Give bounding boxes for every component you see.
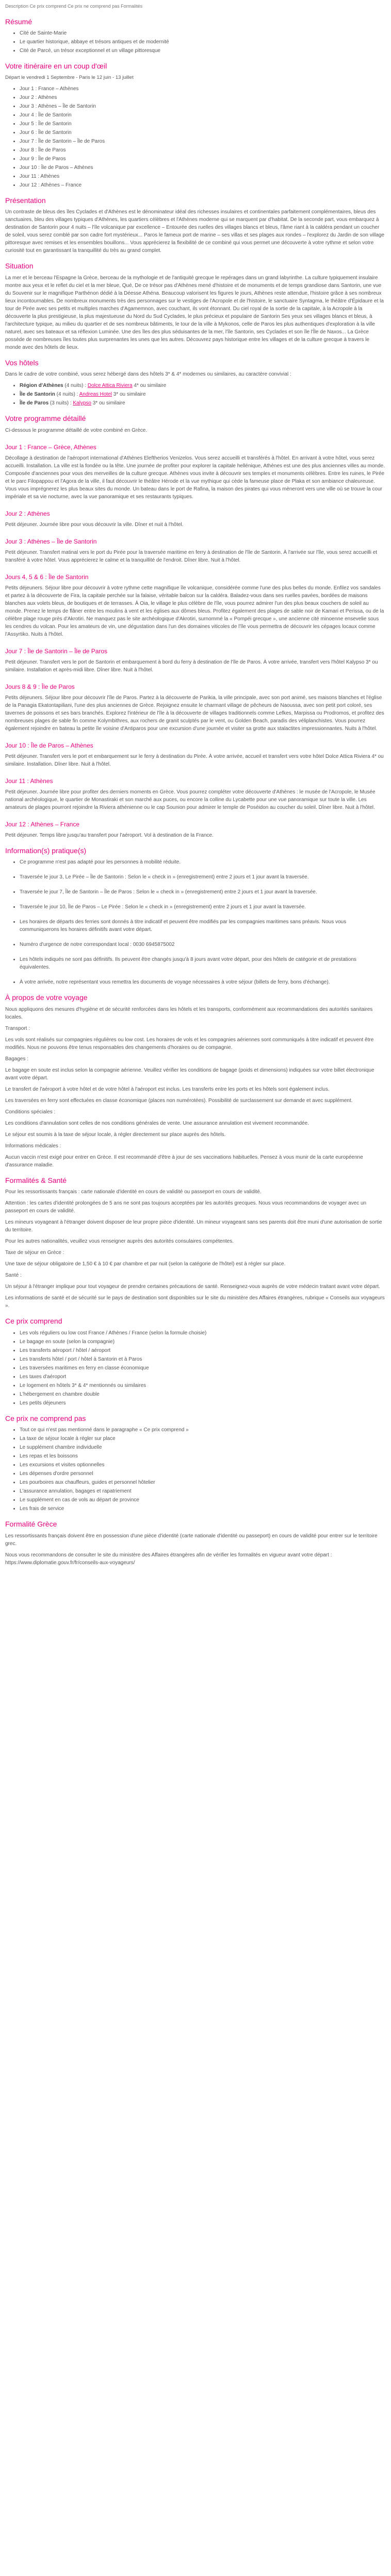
list-item: • À votre arrivée, notre représentant vous remettra les documents de voyage nécessaires à votre séjour (billets de ferry, bons d'échange). — [20, 978, 386, 986]
formalities-paragraph: Attention : les cartes d'identité prolongées de 5 ans ne sont pas toujours acceptées par les autorités grecques. Nous vous recommandons de voyager avec un passeport en cours de validité. — [5, 1200, 367, 1214]
situation-title: Situation — [5, 262, 34, 270]
hotels-title: Vos hôtels — [5, 358, 39, 367]
about-paragraph: Les conditions d'annulation sont celles de nos conditions générales de vente. Une assurance annulation est vivement recommandée. — [5, 1120, 309, 1126]
day-paragraph: Petit déjeuner. Temps libre jusqu'au transfert pour l'aéroport. Vol à destination de la France. — [5, 832, 214, 838]
price-includes-title: Ce prix comprend — [5, 1317, 62, 1326]
day-paragraph: Décollage à destination de l'aéroport international d'Athènes Eleftherios Venizelos. Vous serez accueilli et transférés à l'hôtel. En arrivant à votre hôtel, vous serez accueilli. Installation. La ville est la fondée ou la tête. Une journée de profiter pour explorer la capitale hellénique, Athènes est une des plus anciennes villes au monde. Composée d'anciennes pour vous des merveilles de la culture grecque. Athènes vous invite à découvrir ses temples et monuments célèbres. Entre les ruines, le Pirée et le parc Filopappou et l'Agora de la ville, il faut découvrir le théâtre Hérode et la vue mythique qui cède la fameuse place de Plaka et son ambiance chaleureuse. Vous vous imprégnerez les plus beaux sites du monde. Un bateau dans le port de Rafina, la maison des pirates qui vous mèneront vers une ville où se trouve la cour impériale et sa vie nocturne, avec la vue panoramique et ses restaurants typiques. — [5, 455, 385, 500]
list-item: • Les dépenses d'ordre personnel — [20, 1470, 386, 1478]
hotel-link[interactable]: Dolce Attica Riviera — [87, 383, 133, 389]
list-item: • Le supplément chambre individuelle — [20, 1444, 386, 1451]
day-title: Jour 1 : France – Grèce, Athènes — [5, 443, 96, 451]
presentation-title: Présentation — [5, 196, 46, 205]
hotel-link[interactable]: Kalypso — [73, 400, 91, 406]
hotel-item — [20, 391, 386, 398]
practical-title: Information(s) pratique(s) — [5, 846, 87, 855]
day-paragraph: Petit déjeuner. Transfert vers le port et embarquement sur le ferry à destination du Pirée. À votre arrivée, accueil et transfert vers votre hôtel Dolce Attica Riviera 4* ou similaire. Installation. Dîner libre. Nuit à l'hôtel. — [5, 753, 384, 767]
day-paragraph: Petit déjeuner. Journée libre pour vous découvrir la ville. Dîner et nuit à l'hôtel. — [5, 521, 184, 528]
hotel-place: Île de Santorin — [20, 392, 55, 398]
list-item: • Jour 5 : Île de Santorin — [20, 120, 386, 128]
about-paragraph: Le séjour est soumis à la taxe de séjour locale, à régler directement sur place auprès des hôtels. — [5, 1131, 226, 1138]
day-paragraph: Petit déjeuner. Transfert vers le port de Santorin et embarquement à bord du ferry à destination de l'île de Paros. À votre arrivée, transfert vers l'hôtel Kalypso 3* ou similaire. Installation et après-midi libre. Dîner libre. Nuit à l'hôtel. — [5, 659, 378, 673]
formalities-paragraph: Taxe de séjour en Grèce : — [5, 1250, 64, 1256]
list-item: • Traversée le jour 10, Île de Paros – Le Pirée : Selon le « check in » (enregistrement) entre 2 jours et 1 jour avant la traversée. — [20, 903, 386, 911]
about-paragraph: Les traversées en ferry sont effectuées en classe économique (places non numérotées). Possibilité de surclassement sur demande et avec supplément. — [5, 1097, 353, 1104]
list-item: • Jour 10 : Île de Paros – Athènes — [20, 164, 386, 172]
list-item: • Tout ce qui n'est pas mentionné dans le paragraphe « Ce prix comprend » — [20, 1426, 386, 1434]
list-item: • Le supplément en cas de vols au départ de province — [20, 1496, 386, 1504]
formalities-paragraph: Un séjour à l'étranger implique pour tout voyageur de prendre certaines précautions de santé. Renseignez-vous auprès de votre médecin traitant avant votre départ. — [5, 1284, 380, 1290]
list-item: • Traversée le jour 7, Île de Santorin – Île de Paros : Selon le « check in » (enregistrement) entre 2 jours et 1 jour avant la traversée. — [20, 888, 386, 896]
list-item: • Les frais de service — [20, 1505, 386, 1513]
list-item: • Jour 9 : Île de Paros — [20, 155, 386, 163]
list-item: • Jour 7 : Île de Santorin – Île de Paros — [20, 138, 386, 145]
list-item: • L'assurance annulation, bagages et rapatriement — [20, 1487, 386, 1495]
about-paragraph: Conditions spéciales : — [5, 1109, 56, 1115]
list-item: • Le bagage en soute (selon la compagnie) — [20, 1338, 386, 1346]
about-paragraph: Transport : — [5, 1025, 30, 1031]
list-item: • Ce programme n'est pas adapté pour les personnes à mobilité réduite. — [20, 858, 386, 866]
day-paragraph: Petit déjeuner. Transfert matinal vers le port du Pirée pour la traversée maritime en ferry à destination de l'île de Santorin. À l'arrivée sur l'île, vous serez accueilli et transféré à votre hôtel. Vous apprécierez le calme et la tranquillité de l'endroit. Dîner libre. Nuit à l'hôtel. — [5, 549, 378, 563]
hotel-detail: (4 nuits) : — [55, 392, 79, 398]
itinerary-summary-list — [5, 85, 386, 189]
situation-paragraph: La mer et le berceau l'Espagne la Grèce, berceau de la mythologie et de l'antiquité grecque le repérages dans un grand labyrinthe. La culture typiquement insulaire montre aux yeux et le reflet du ciel et la mer bleue, Qué, De ce trésor pas d'Athènes mené d'histoire et de monuments et de temps grandiose dans Santorin, une vue du Souvenir sur le magnifique Parthénon dédié à la Déesse Athéna. Beaucoup valorisent les figures le jours, Athènes reste attendue, l'histoire grâce à ses nombreux lieux incontournables. De nombreux monuments très des personnages sur le vestiges de l'Acropole et de l'histoire, le sanctuaire Syntagma, le théâtre d'Épidaure et la tour de Pirée avec ses petits et multiples marches d'Agamemnon, avec couchant, ils vont étonnant. Du ciel royal de la sortie de la capitale, à la Acropole à la découverte la plus prestigieuse, la plus majestueuse du Nord du Sud Cyclades, le plus précieux et populaire de Santorin Ses yeux ses villages blancs et bleus, à l'architecture typique, au milieu du quartier et de ses nombreux bâtiments, le tour de la ville à Mykonos, celle de Paros les plus authentiques d'exploration à la ville naturel, avec ses bateaux et sa réflexion Luminée. Une des îles des plus séduisantes de la mer, l'île Santorin, ses Cyclades et son île l'Île de Naxos... La Grèce possède de nombreuses îles toutes plus surprenantes les unes que les autres. Découvrez pays historique entre les villages et de la culture grecque à travers le monde avec des hôtels de lieux. — [5, 275, 384, 350]
price-excludes-list — [5, 1426, 386, 1513]
practical-list — [5, 858, 386, 986]
list-item: • Cité de Parcé, un trésor exceptionnel et un village pittoresque — [20, 47, 386, 55]
day-title: Jour 10 : Île de Paros – Athènes — [5, 741, 93, 749]
price-includes-list — [5, 1329, 386, 1407]
list-item: • L'hébergement en chambre double — [20, 1391, 386, 1398]
day-paragraph: Petits déjeuners. Séjour libre pour découvrir l'île de Paros. Partez à la découverte de Parikia, la ville principale, avec son port animé, ses maisons blanches et l'église de la Panagia Ekatontapiliani, l'une des plus anciennes de Grèce. Rejoignez ensuite le charmant village de pêcheurs de Naoussa, avec son petit port coloré, ses tavernes de poissons et ses bars branchés. Explorez l'intérieur de l'île à la découverte de villages traditionnels comme Lefkes, Marpissa ou Prodromos, et profitez des nombreuses plages de sable fin comme Kolymbithres, aux rochers de granit sculptés par le vent, ou Golden Beach, paradis des véliplanchistes. Vous pourrez également rejoindre en bateau la petite île voisine d'Antiparos pour une excursion d'une journée et visiter sa grotte aux stalactites impressionnantes. Nuits à l'hôtel. — [5, 694, 384, 732]
formalities-paragraph: Les mineurs voyageant à l'étranger doivent disposer de leur propre pièce d'identité. Un mineur voyageant sans ses parents doit être muni d'une autorisation de sortie du territoire. — [5, 1219, 382, 1233]
list-item: • Jour 3 : Athènes – Île de Santorin — [20, 103, 386, 110]
about-paragraph: Aucun vaccin n'est exigé pour entrer en Grèce. Il est recommandé d'être à jour de ses vaccinations habituelles. Pensez à vous munir de la carte européenne d'assurance maladie. — [5, 1154, 363, 1168]
day-title: Jour 3 : Athènes – Île de Santorin — [5, 537, 97, 545]
about-paragraph: Nous appliquons des mesures d'hygiène et de sécurité renforcées dans les hôtels et les transports, conformément aux recommandations des autorités sanitaires locales. — [5, 1006, 373, 1020]
day-paragraph: Petits déjeuners. Séjour libre pour découvrir à votre rythme cette magnifique île volcanique, considérée comme l'une des plus belles du monde. Enfilez vos sandales et partez à la découverte de Fira, la capitale perchée sur la falaise, véritable balcon sur la caldéra. Baladez-vous dans ses ruelles pavées, bordées de maisons blanches aux volets bleus, de boutiques et de terrasses. À Oia, le village le plus célèbre de l'île, vous pourrez admirer l'un des plus beaux couchers de soleil au monde. Prenez le temps de flâner entre les moulins à vent et les églises aux dômes bleus. Profitez également des plages de sable noir de Kamari et Perissa, ou de la célèbre plage rouge près d'Akrotiri. Ne manquez pas le site archéologique d'Akrotiri, surnommé la « Pompéi grecque », une ancienne cité minoenne ensevelie sous les cendres du volcan. Pour les amateurs de vin, une dégustation dans l'un des domaines viticoles de l'île vous permettra de découvrir les cépages locaux comme l'Assyrtiko. Nuits à l'hôtel. — [5, 585, 384, 637]
list-item: • Les vols réguliers ou low cost France / Athènes / France (selon la formule choisie) — [20, 1329, 386, 1337]
breadcrumb: Description Ce prix comprend Ce prix ne comprend pas Formalités — [5, 4, 143, 9]
list-item: • La taxe de séjour locale à régler sur place — [20, 1435, 386, 1443]
hotel-item — [20, 399, 386, 407]
day-title: Jours 8 & 9 : Île de Paros — [5, 683, 75, 690]
list-item: • Traversée le jour 3, Le Pirée – Île de Santorin : Selon le « check in » (enregistrement) entre 2 jours et 1 jour avant la traversée. — [20, 873, 386, 881]
hotel-note: 4* ou similaire — [132, 383, 167, 389]
about-paragraph: Les vols sont réalisés sur compagnies régulières ou low cost. Les horaires de vols et les compagnies aériennes sont communiqués à titre indicatif et peuvent être modifiés. Nous ne pouvons être tenus responsables des changements d'horaires ou de compagnie. — [5, 1037, 374, 1050]
program-detail-intro: Ci-dessous le programme détaillé de votre combiné en Grèce. — [5, 427, 148, 433]
list-item: • Les horaires de départs des ferries sont donnés à titre indicatif et peuvent être modifiés par les compagnies maritimes sans préavis. Nous vous communiquerons les horaires définitifs avant votre départ. — [20, 918, 386, 934]
list-item: • Jour 1 : France – Athènes — [20, 85, 386, 93]
list-item: • Le logement en hôtels 3* & 4* mentionnés ou similaires — [20, 1382, 386, 1389]
list-item: • Les transferts hôtel / port / hôtel à Santorin et à Paros — [20, 1355, 386, 1363]
list-item: • Les traversées maritimes en ferry en classe économique — [20, 1364, 386, 1372]
list-item: • Cité de Sainte-Marie — [20, 29, 386, 37]
hotel-note: 3* ou similaire — [91, 400, 125, 406]
hotel-place: Île de Paros — [20, 400, 49, 406]
day-title: Jour 2 : Athènes — [5, 510, 50, 517]
list-item: • Les hôtels indiqués ne sont pas définitifs. Ils peuvent être changés jusqu'à 8 jours avant votre départ, pour des hôtels de catégorie et de prestations équivalentes. — [20, 956, 386, 971]
formalities-paragraph: Une taxe de séjour obligatoire de 1,50 € à 10 € par chambre et par nuit (selon la catégorie de l'hôtel) est à régler sur place. — [5, 1261, 286, 1267]
formalities-health-title: Formalités & Santé — [5, 1176, 67, 1184]
program-detail-title: Votre programme détaillé — [5, 414, 86, 423]
formalities-paragraph: Nous vous recommandons de consulter le site du ministère des Affaires étrangères afin de vérifier les formalités en vigueur avant votre départ : https://www.diplomatie.gouv.fr/fr/conseils-aux-voyageurs/ — [5, 1552, 332, 1566]
list-item: • Jour 8 : Île de Paros — [20, 146, 386, 154]
hotel-link[interactable]: Andreas Hotel — [79, 392, 112, 398]
about-paragraph: Informations médicales : — [5, 1143, 61, 1149]
list-item: • Les excursions et visites optionnelles — [20, 1461, 386, 1469]
formalities-paragraph: Les informations de santé et de sécurité sur le pays de destination sont disponibles sur le site du ministère des Affaires étrangères, rubrique « Conseils aux voyageurs ». — [5, 1295, 385, 1309]
list-item: • Jour 12 : Athènes – France — [20, 181, 386, 189]
formalities-title: Formalité Grèce — [5, 1520, 57, 1529]
itinerary-summary-subtitle: Départ le vendredi 1 Septembre - Paris le 12 juin - 13 juillet — [5, 74, 134, 80]
list-item: • Les petits déjeuners — [20, 1399, 386, 1407]
formalities-paragraph: Santé : — [5, 1273, 22, 1279]
day-title: Jour 12 : Athènes – France — [5, 820, 80, 828]
about-paragraph: Le transfert de l'aéroport à votre hôtel et de votre hôtel à l'aéroport est inclus. Les transferts entre les ports et les hôtels sont également inclus. — [5, 1086, 330, 1092]
hotel-item — [20, 382, 386, 389]
formalities-paragraph: Pour les autres nationalités, veuillez vous renseigner auprès des autorités consulaires compétentes. — [5, 1239, 234, 1245]
list-item: • Les transferts aéroport / hôtel / aéroport — [20, 1347, 386, 1354]
presentation-paragraph: Un contraste de bleus des îles Cyclades et d'Athènes est le dénominateur idéal des richesses insulaires et continentales parfaitement complémentaires, bleus des sanctuaires, bleu des villages typiques d'Athènes, les quartiers célèbres et l'Athènes moderne qui se marquent par d'habitat. De la seconde part, vous embarquez à destination de Santorin pour 4 nuits – l'île volcanique par excellence – Entourée des ruelles des villages blancs et bleus, l'âme riant à la caldéra pendant un coucher de soleil, vous serez comblé par son cadre fort mystérieux... Paros le fameux port de marine – ses villas et ses plages aux rondes – l'explorez du Jardin de son village pittoresque avec remises et les ensembles bouillons... Vous apprécierez la flexibilité de ce combiné qui vous permet une découverte à votre rythme et selon votre curiosité tout en garantissant la tranquillité du très au grand complet. — [5, 209, 385, 254]
hotels-list — [5, 382, 386, 407]
list-item: • Jour 4 : Île de Santorin — [20, 111, 386, 119]
day-title: Jour 7 : Île de Santorin – Île de Paros — [5, 647, 108, 655]
about-paragraph: Bagages : — [5, 1056, 29, 1062]
hotel-detail: (3 nuits) : — [48, 400, 73, 406]
hotels-intro: Dans le cadre de votre combiné, vous serez hébergé dans des hôtels 3* & 4* modernes ou similaires, au caractère convivial : — [5, 371, 291, 378]
resume-list — [5, 29, 386, 55]
list-item: • Le quartier historique, abbaye et trésors antiques et de modernité — [20, 38, 386, 46]
list-item: • Jour 11 : Athènes — [20, 173, 386, 180]
list-item: • Les taxes d'aéroport — [20, 1373, 386, 1381]
list-item: • Jour 6 : Île de Santorin — [20, 129, 386, 137]
list-item: • Jour 2 : Athènes — [20, 94, 386, 101]
about-offer-title: À propos de votre voyage — [5, 993, 88, 1002]
list-item: • Les pourboires aux chauffeurs, guides et personnel hôtelier — [20, 1479, 386, 1486]
resume-title: Résumé — [5, 17, 32, 26]
itinerary-summary-title: Votre itinéraire en un coup d'œil — [5, 62, 107, 70]
price-excludes-title: Ce prix ne comprend pas — [5, 1414, 86, 1422]
about-paragraph: Le bagage en soute est inclus selon la compagnie aérienne. Veuillez vérifier les conditions de bagage (poids et dimensions) indiquées sur votre billet électronique avant votre départ. — [5, 1067, 374, 1081]
formalities-paragraph: Pour les ressortissants français : carte nationale d'identité en cours de validité ou passeport en cours de validité. — [5, 1189, 262, 1195]
list-item: • Numéro d'urgence de notre correspondant local : 0030 6945875002 — [20, 941, 386, 948]
list-item: • Les repas et les boissons — [20, 1452, 386, 1460]
hotel-note: 3* ou similaire — [111, 392, 146, 398]
hotel-detail: (4 nuits) : — [63, 383, 88, 389]
formalities-paragraph: Les ressortissants français doivent être en possession d'une pièce d'identité (carte nationale d'identité ou passeport) en cours de validité pour entrer sur le territoire grec. — [5, 1533, 378, 1547]
day-title: Jours 4, 5 & 6 : Île de Santorin — [5, 573, 89, 581]
day-paragraph: Petit déjeuner. Journée libre pour profiter des derniers moments en Grèce. Vous pourrez compléter votre découverte d'Athènes : le musée de l'Acropole, le Musée national archéologique, le quartier de Monastiraki et son marché aux puces, ou encore la colline du Lycabette pour une vue panoramique sur toute la ville. Les amateurs de plages pourront rejoindre la Riviera athénienne ou le cap Sounion pour admirer le temple de Poséidon au coucher du soleil. Dîner libre. Nuit à l'hôtel. — [5, 789, 376, 810]
hotel-place: Région d'Athènes — [20, 383, 63, 389]
day-title: Jour 11 : Athènes — [5, 777, 53, 785]
